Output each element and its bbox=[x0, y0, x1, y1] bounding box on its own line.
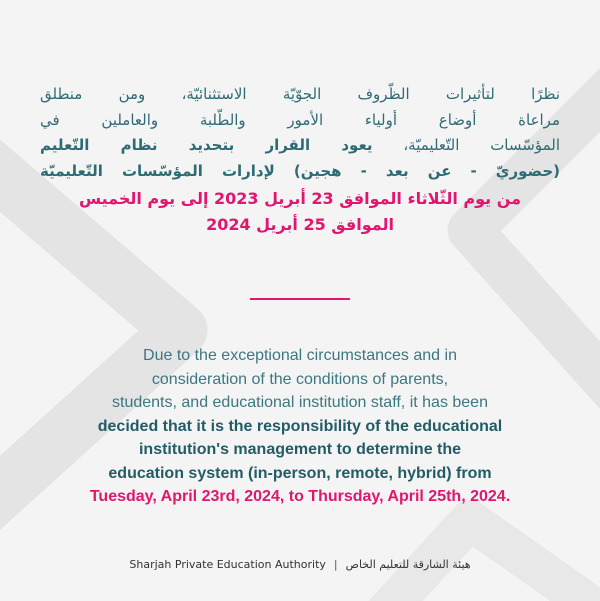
arabic-line-3-normal: المؤسّسات التّعليميّة، bbox=[403, 136, 560, 154]
english-line-5: institution's management to determine the bbox=[138, 441, 462, 458]
arabic-line-3-bold: يعود القرار بتحديد نظام التّعليم bbox=[40, 136, 373, 154]
english-line-3: students, and educational institution staff, it has been bbox=[112, 394, 488, 411]
footer-arabic: هيئة الشارقة للتعليم الخاص bbox=[345, 558, 471, 571]
arabic-line-1: نظرًا لتأثيرات الظّروف الجوّيّة الاستثنائيّة، ومن منطلق bbox=[40, 85, 560, 103]
arabic-line-4: (حضوريّ - عن بعد - هجين) لإدارات المؤسّسات التّعليميّة bbox=[40, 161, 560, 180]
footer-english: Sharjah Private Education Authority bbox=[129, 558, 326, 571]
arabic-line-3 bbox=[40, 133, 560, 159]
english-line-6: education system (in-person, remote, hybrid) from bbox=[108, 464, 492, 482]
english-line-1: Due to the exceptional circumstances and in bbox=[143, 347, 457, 364]
footer bbox=[0, 558, 600, 571]
arabic-paragraph bbox=[40, 82, 560, 184]
arabic-date-line-2: الموافق 25 أبريل 2024 bbox=[206, 215, 394, 234]
english-line-2: consideration of the conditions of parents, bbox=[151, 370, 449, 388]
arabic-line-2: مراعاة أوضاع أولياء الأمور والطّلبة والعاملين في bbox=[40, 110, 560, 129]
english-line-4: decided that it is the responsibility of the educational bbox=[97, 417, 503, 435]
english-date-line: Tuesday, April 23rd, 2024, to Thursday, April 25th, 2024. bbox=[89, 488, 511, 505]
section-divider bbox=[250, 298, 350, 300]
footer-separator: | bbox=[333, 558, 338, 571]
english-paragraph bbox=[40, 344, 560, 509]
arabic-date-line-1: من يوم الثّلاثاء الموافق 23 أبريل 2023 إلى يوم الخميس bbox=[78, 189, 522, 208]
